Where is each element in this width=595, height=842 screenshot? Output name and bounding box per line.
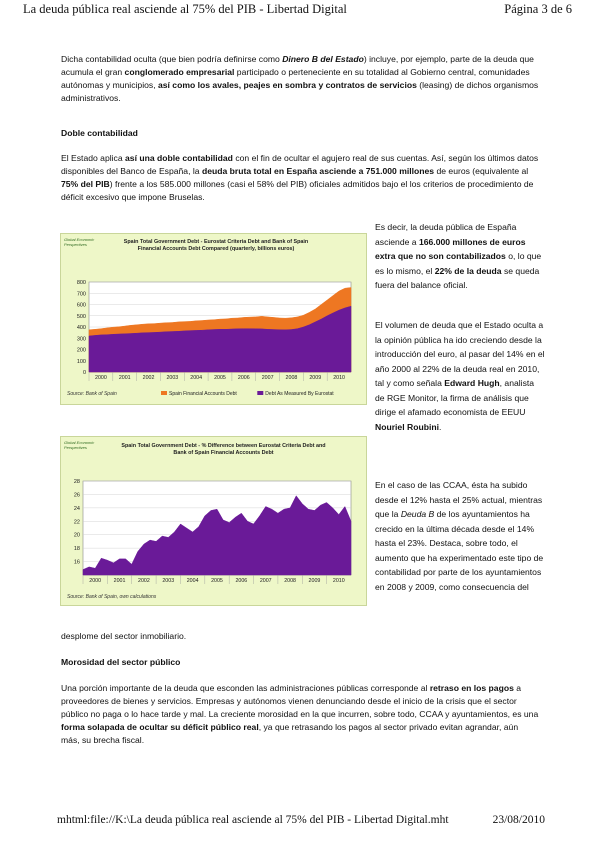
y-tick-label: 16 [73, 559, 80, 566]
legend-label: Debt As Measured By Eurostat [265, 391, 334, 397]
y-tick-label: 400 [76, 325, 86, 331]
x-tick-label: 2000 [95, 375, 107, 381]
sidebar-paragraph-1: Es decir, la deuda pública de España asciende a 166.000 millones de euros extra que no son contabilizados o, lo que es lo mismo, el 22% de la deuda se queda fuera del balance oficial. [375, 222, 542, 290]
y-tick-label: 28 [73, 479, 80, 485]
x-tick-label: 2001 [118, 375, 131, 381]
paragraph-doble-contabilidad: El Estado aplica así una doble contabilidad con el fin de ocultar el agujero real de sus cuentas. Así, según los últimos datos disponibles del Banco de España, la deuda bruta total en España asciende a 751.000 millones de euros (equivalente al 75% del PIB) frente a los 585.000 millones (casi el 58% del PIB) oficiales admitidos bajo el los criterios de procedimiento de déficit excesivo que impone Bruselas. [61, 153, 539, 203]
chart-debt-comparison [60, 233, 367, 405]
paragraph-intro: Dicha contabilidad oculta (que bien podría definirse como Dinero B del Estado) incluye, por ejemplo, parte de la deuda que acumula el gran conglomerado empresarial participado o perteneciente en su totalidad al Gobierno central, comunidades autónomas y municipios, así como los avales, peajes en sombra y contratos de servicios (leasing) de dichos organismos administrativos. [61, 54, 539, 104]
y-tick-label: 800 [76, 280, 86, 286]
x-tick-label: 2004 [190, 375, 203, 381]
paragraph-morosidad: Una porción importante de la deuda que esconden las administraciones públicas corresponde al retraso en los pagos a proveedores de bienes y servicios. Empresas y autónomos vienen denunciando desde el inicio de la crisis que el sector público no paga o lo hace tarde y mal. La creciente morosidad en la que incurren, sobre todo, CCAA y ayuntamientos, es una forma solapada de ocultar su déficit público real, ya que retrasando los pagos al sector privado evitan agrandar, aún más, su brecha fiscal. [61, 683, 539, 746]
legend-swatch [161, 391, 167, 395]
y-tick-label: 18 [73, 546, 80, 553]
x-tick-label: 2006 [237, 375, 250, 381]
x-tick-label: 2010 [332, 578, 345, 584]
x-tick-label: 2002 [142, 375, 155, 381]
x-tick-label: 2007 [261, 375, 274, 381]
x-tick-label: 2001 [113, 578, 126, 584]
footer-path: mhtml:file://K:\La deuda pública real asciende al 75% del PIB - Libertad Digital.mht [57, 814, 449, 826]
x-tick-label: 2007 [259, 578, 272, 584]
footer-date: 23/08/2010 [492, 814, 545, 826]
x-tick-label: 2005 [214, 375, 226, 381]
page-header [23, 2, 572, 18]
x-tick-label: 2002 [138, 578, 150, 584]
x-tick-label: 2004 [186, 578, 199, 584]
x-tick-label: 2009 [308, 578, 321, 584]
y-tick-label: 700 [76, 291, 86, 298]
y-tick-label: 600 [76, 302, 86, 309]
chart-logo: Global Economic Perspectives [64, 440, 95, 450]
section-heading-doble-contabilidad: Doble contabilidad [61, 128, 138, 138]
chart-source: Source: Bank of Spain, own calculations [67, 594, 157, 600]
y-tick-label: 0 [82, 370, 86, 376]
x-tick-label: 2003 [166, 375, 179, 381]
x-tick-label: 2008 [284, 578, 296, 584]
y-tick-label: 500 [76, 313, 86, 320]
sidebar-paragraph-3: En el caso de las CCAA, ésta ha subido desde el 12% hasta el 25% actual, mientras que la Deuda B de los ayuntamientos ha crecido en la última década desde el 14% hasta el 23%. Destaca, sobre todo, el aumento que ha experimentado este tipo de contabilidad por parte de los ayuntamientos en 2008 y 2009, como consecuencia del [375, 480, 544, 592]
x-tick-label: 2005 [211, 578, 223, 584]
sidebar-paragraph-2: El volumen de deuda que el Estado oculta a la opinión pública ha ido creciendo desde la introducción del euro, al pasar del 14% en el año 2000 al 22% de la deuda real en 2010, tal y como señala Edward Hugh, analista de RGE Monitor, la firma de análisis que dirige el afamado economista de EEUU Nouriel Roubini. [375, 320, 545, 432]
x-tick-label: 2008 [285, 375, 298, 381]
y-tick-label: 26 [73, 492, 80, 499]
x-tick-label: 2009 [309, 375, 322, 381]
y-tick-label: 24 [73, 505, 80, 512]
chart-title: Spain Total Government Debt - Eurostat Criteria Debt and Bank of Spain Financial Accounts Debt Compared (quarterly, billions euros) [123, 239, 309, 252]
header-title: La deuda pública real asciende al 75% del PIB - Libertad Digital [23, 2, 347, 16]
y-tick-label: 20 [73, 532, 80, 539]
paragraph-continuation: desplome del sector inmobiliario. [61, 631, 187, 641]
chart-debt-svg [61, 234, 366, 404]
chart-debt-difference [60, 436, 367, 606]
chart-difference-svg [61, 437, 366, 605]
x-tick-label: 2006 [235, 578, 248, 584]
x-tick-label: 2010 [333, 375, 345, 381]
chart-logo: Global Economic Perspectives [64, 237, 95, 247]
page-number: Página 3 de 6 [504, 2, 572, 16]
legend-swatch [257, 391, 263, 395]
y-tick-label: 200 [76, 347, 86, 354]
y-tick-label: 100 [76, 358, 86, 365]
x-tick-label: 2000 [89, 578, 102, 584]
y-tick-label: 300 [76, 336, 86, 343]
chart-source: Source: Bank of Spain [67, 391, 117, 397]
chart-title: Spain Total Government Debt - % Difference between Eurostat Criteria Debt and Bank of Spain Financial Accounts Debt [121, 443, 326, 456]
legend-label: Spain Financial Accounts Debt [169, 391, 237, 397]
page-footer [57, 814, 545, 826]
x-tick-label: 2003 [162, 578, 175, 584]
section-heading-morosidad: Morosidad del sector público [61, 657, 181, 667]
y-tick-label: 22 [73, 519, 80, 526]
